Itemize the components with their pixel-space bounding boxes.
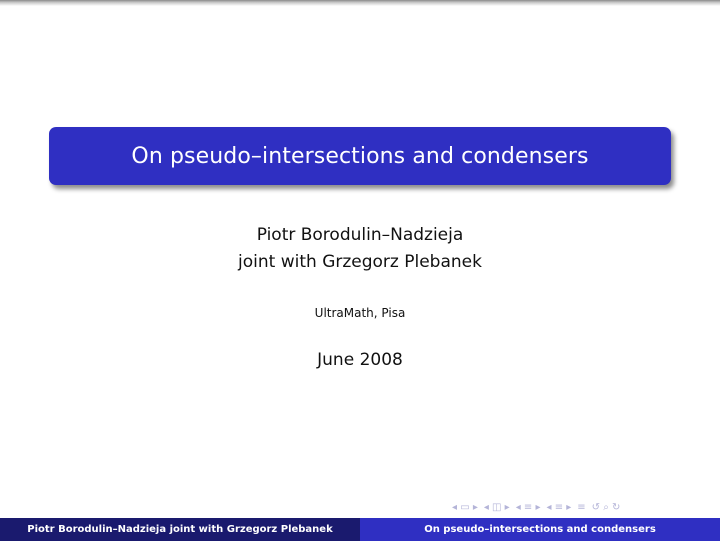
nav-first-icon[interactable]: ◂ ▭ ▸: [452, 502, 478, 513]
top-shadow: [0, 0, 720, 6]
slide-date: June 2008: [317, 350, 403, 370]
institute: UltraMath, Pisa: [314, 306, 406, 320]
nav-frame-icon[interactable]: ◂ ◫ ▸: [483, 502, 510, 513]
author-name: Piotr Borodulin–Nadzieja: [256, 225, 464, 245]
nav-section-icon[interactable]: ◂ ≡ ▸: [546, 502, 572, 513]
nav-subsection-icon[interactable]: ◂ ≡ ▸: [515, 502, 541, 513]
footer-title: On pseudo–intersections and condensers: [360, 518, 720, 541]
title-box: [49, 127, 671, 185]
footer-bar: [0, 518, 720, 541]
nav-doc-icon[interactable]: ≡: [577, 502, 586, 513]
beamer-navigation: [452, 501, 620, 515]
nav-search-icon[interactable]: ↺ ⌕ ↻: [591, 502, 621, 513]
authors-block: [0, 222, 720, 276]
footer-authors: Piotr Borodulin–Nadzieja joint with Grzegorz Plebanek: [0, 518, 360, 541]
slide-title: On pseudo–intersections and condensers: [131, 143, 589, 169]
coauthor-line: joint with Grzegorz Plebanek: [238, 252, 482, 272]
